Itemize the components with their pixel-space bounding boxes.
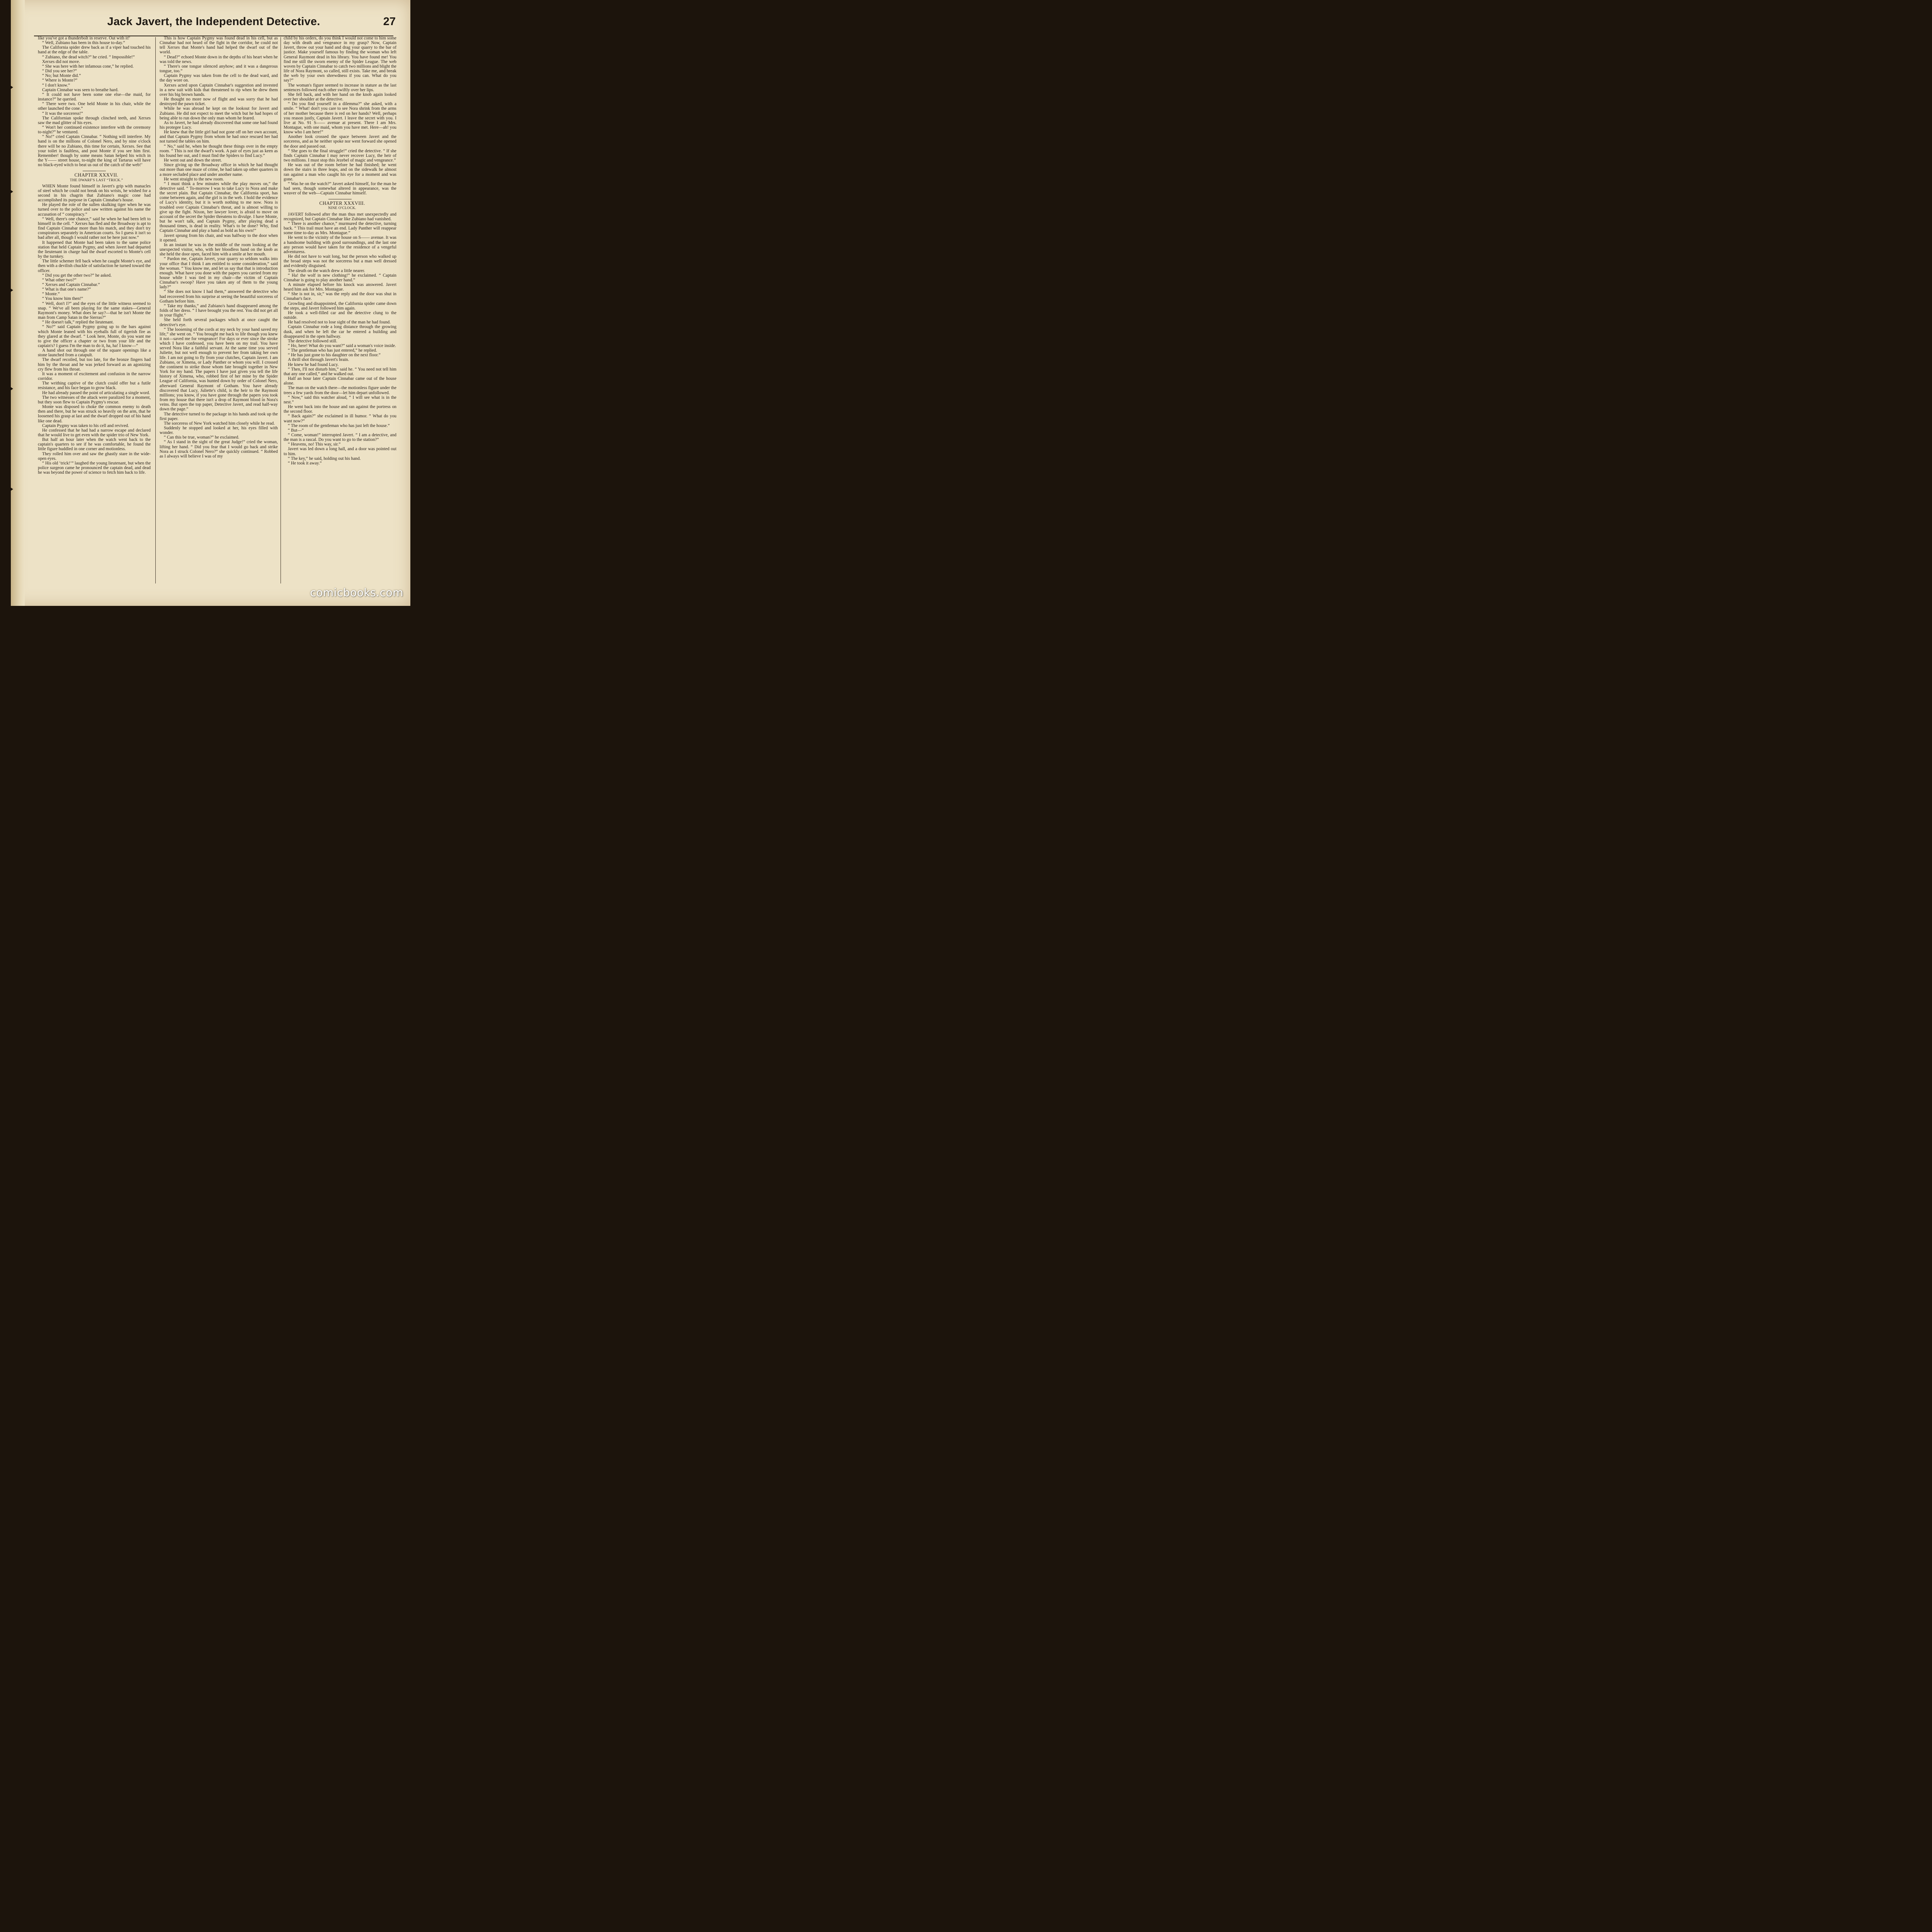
binding-edge	[11, 0, 25, 606]
paragraph: A hand shot out through one of the square openings like a stone launched from a catapult.	[38, 348, 151, 358]
paragraph: “ Well, there's one chance,” said he when he had been left to himself in the cell. “ Xerxes has fled and the Broadway is apt to find Captain Cinnabar more than his match, and they don't try conspirators separately in American courts. So I guess it isn't so bad after all, though I would rather not be here just now.”	[38, 216, 151, 240]
paragraph: “ Xerxes and Captain Cinnabar.”	[42, 282, 100, 287]
paragraph: “ Take my thanks,” and Zubiano's hand disappeared among the folds of her dress. “ I have brought you the rest. You did not get all in your flight.”	[160, 303, 278, 318]
paragraph: “ The gentleman who has just entered,” he replied.	[288, 348, 377, 353]
paragraph: Javert was led down a long hall, and a door was pointed out to him.	[284, 447, 396, 456]
paragraph: Another look crossed the space between Javert and the sorceress, and as he neither spoke nor went forward she opened the door and passed out.	[284, 134, 396, 149]
paragraph: “ She does not know I had them,” answered the detective who had recovered from his surprise at seeing the beautiful sorceress of Gotham before him.	[160, 289, 278, 304]
paragraph: He had already passed the point of articulating a single word.	[42, 390, 150, 395]
paragraph: He knew that the little girl had not gone off on her own account, and that Captain Pygmy from whom he had once rescued her had not turned the tables on him.	[160, 130, 278, 144]
text-column-right	[284, 36, 396, 585]
paragraph: He went out and down the street.	[164, 158, 222, 163]
paragraph: “ I don't know.”	[42, 83, 70, 88]
paragraph: The Californian spoke through clinched teeth, and Xerxes saw the mad glitter of his eyes.	[38, 116, 151, 125]
paragraph: Growling and disappointed, the California spider came down the steps, and Javert followed him again.	[284, 301, 396, 311]
paragraph: Suddenly he stopped and looked at her, his eyes filled with wonder.	[160, 425, 278, 435]
paragraph: He confessed that he had had a narrow escape and declared that he would live to get even with the spider trio of New York.	[38, 428, 151, 437]
paragraph: “ What is that one's name?”	[42, 287, 91, 292]
paragraph: He had resolved not to lose sight of the man he had found.	[288, 320, 391, 325]
paragraph: “ Did you see her?”	[42, 69, 77, 74]
paragraph: “ The room of the gentleman who has just left the house.”	[288, 423, 390, 428]
paragraph: The dwarf recoiled, but too late, for the bronze fingers had him by the throat and he was jerked forward as an agonizing cry flew from his throat.	[38, 357, 151, 372]
paragraph: “ She goes to the final struggle!” cried the detective. “ If she finds Captain Cinnabar I may never recover Lucy, the heir of two millions. I must stop this Jezebel of magic and vengeance.”	[284, 148, 396, 163]
paragraph: child by his orders, do you think I would not come to him some day with death and vengeance in my grasp? Now, Captain Javert, throw out your hand and drag your quarry to the bar of justice. Make yourself famous by finding the woman who left General Raymont dead in his library. You have found me! You find me still the sworn enemy of the Spider League. The web woven by Captain Cinnabar to catch two millions and blight the life of Nora Raymont, so called, still exists. Take me, and break the web by your own shrewdness if you can. What do you say?”	[284, 36, 396, 83]
paragraph: Monte was disposed to choke the common enemy to death then and there, but he was struck so heavily on the arm, that he loosened his grasp at last and the dwarf dropped out of his hand like one dead.	[38, 405, 151, 423]
paragraph: The detective followed still.	[288, 338, 337, 344]
paragraph: She fell back, and with her hand on the knob again looked over her shoulder at the detective.	[284, 92, 396, 102]
paragraph: “ He took it away.”	[288, 461, 322, 466]
paragraph: “ It could not have been some one else—the maid, for instance?” he queried.	[38, 92, 151, 102]
paragraph: The two witnesses of the attack were paralized for a moment, but they soon flew to Captain Pygmy's rescue.	[38, 395, 151, 405]
paragraph: “ I must think a few minutes while the play moves on,” the detective said. “ To-morrow I was to take Lucy to Nora and make the secret plain. But Captain Cinnabar, the California sport, has come between again, and the girl is in the web. I hold the evidence of Lucy's identity, but it is worth nothing to me now. Nora is troubled over Captain Cinnabar's threat, and is almost willing to give up the fight. Nixon, her lawyer lover, is afraid to move on account of the secret the Spider threatens to divulge. I have Monte, but he won't talk, and Captain Pygmy, after playing dead a thousand times, is dead in reality. What's to be done? Why, find Captain Cinnabar and play a hand as bold as his own!”	[160, 181, 278, 233]
paragraph: The writhing captive of the clutch could offer but a futile resistance, and his face began to grow black.	[38, 381, 151, 391]
chapter-subtitle: NINE O'CLOCK.	[328, 206, 356, 211]
paragraph: He took a well-filled car and the detective clung to the outside.	[284, 310, 396, 320]
paragraph: The sleuth on the watch drew a little nearer.	[288, 268, 365, 273]
magazine-page	[11, 0, 410, 606]
paragraph: “ Can this be true, woman?” he exclaimed.	[164, 435, 240, 440]
paragraph: A thrill shot through Javert's brain.	[288, 357, 349, 362]
binding-hole	[11, 487, 13, 492]
paragraph: “ It was the sorceress!”	[42, 111, 83, 116]
paragraph: “ Won't her continued existence interfere with the ceremony to-night?” he ventured.	[38, 125, 151, 135]
paragraph: In an instant he was in the middle of the room looking at the unexpected visitor, who, with her bloodless hand on the knob as she held the door open, faced him with a smile at her mouth.	[160, 242, 278, 257]
paragraph: “ Monte.”	[42, 292, 60, 297]
paragraph: It was a moment of excitement and confusion in the narrow corridor.	[38, 371, 151, 381]
paragraph: “ Heavens, no! This way, sir.”	[288, 442, 341, 447]
paragraph: Captain Pygmy was taken from the cell to the dead ward, and the day wore on.	[160, 73, 278, 83]
paragraph: “ Now,” said this watcher aloud, “ I will see what is in the nest.”	[284, 395, 396, 405]
binding-hole	[11, 189, 13, 194]
paragraph: “ What other two?”	[42, 277, 77, 282]
paragraph: “ The key,” he said, holding out his hand.	[288, 456, 361, 461]
paragraph: It happened that Monte had been taken to the same police station that held Captain Pygmy, and when Javert had departed the lieutenant in charge had the dwarf escorted to Monte's cell by the turnkey.	[38, 240, 151, 259]
paragraph: He went back into the house and ran against the portress on the second floor.	[284, 405, 396, 414]
paragraph: He did not have to wait long, but the person who walked up the broad steps was not the sorceress but a man well dressed and evidently disguised.	[284, 254, 396, 269]
text-column-middle	[160, 36, 278, 585]
paragraph: This is how Captain Pygmy was found dead in his cell, but as Cinnabar had not heard of the fight in the corridor, he could not tell Xerxes that Monte's hand had helped the dwarf out of the world.	[160, 36, 278, 55]
paragraph: “ Well, Zubiano has been in this house to-day.”	[42, 41, 125, 46]
paragraph: The detective turned to the package in his hands and took up the first paper.	[160, 412, 278, 421]
paragraph: “ He has just gone to his daughter on the next floor.”	[288, 353, 381, 358]
paragraph: “ You know him then!”	[42, 296, 83, 301]
paragraph: “ No?” said Captain Pygmy going up to the bars against which Monte leaned with his eyeballs full of tigerish fire as they glared at the dwarf. “ Look here, Monte, do you want me to give the officer a chapter or two from your life and the captain's? I guess I'm the man to do it, ha, ha! I know—”	[38, 325, 151, 348]
paragraph: WHEN Monte found himself in Javert's grip with manacles of steel which he could not break on his wrists, he wished for a second in his chagrin that Zubiano's magic cone had accomplished its purpose in Captain Cinnabar's house.	[38, 184, 151, 203]
paragraph: He was out of the room before he had finished; he went down the stairs in three leaps, and on the sidewalk he almost ran against a man who caught his eye for a moment and was gone.	[284, 163, 396, 182]
paragraph: Xerxes did not move.	[42, 59, 80, 64]
paragraph: “ Do you find yourself in a dilemma?” she asked, with a smile. “ What! don't you care to see Nora shrink from the arms of her mother because there is red on her hands? Well, perhaps you reason justly, Captain Javert. I leave the secret with you. I live at No. 91 S—— avenue at present. There I am Mrs. Montague, with one maid, whom you have met. Here—ah! you know who I am here!”	[284, 102, 396, 135]
chapter-heading: CHAPTER XXXVIII.	[319, 201, 365, 206]
column-rule	[155, 37, 156, 583]
paragraph: Since giving up the Broadway office in which he had thought out more than one maze of crime, he had taken up other quarters in a more secluded place and under another name.	[160, 163, 278, 177]
paragraph: He knew he had found Lucy.	[288, 362, 339, 367]
binding-hole	[11, 386, 13, 391]
paragraph: He played the role of the sullen skulking tiger when he was turned over to the police and saw written against his name the accusation of “ conspiracy.”	[38, 202, 151, 217]
paragraph: He thought no more now of flight and was sorry that he had destroyed the pawn ticket.	[160, 97, 278, 107]
paragraph: “ Dead?” echoed Monte down in the depths of his heart when he was told the news.	[160, 54, 278, 64]
page-header	[34, 13, 396, 36]
paragraph: They rolled him over and saw the ghastly stare in the wide-open eyes.	[38, 451, 151, 461]
paragraph: Captain Cinnabar was seen to breathe hard.	[42, 87, 119, 92]
paragraph: “ Well, don't I?” and the eyes of the little witness seemed to snap. “ We've all been playing for the same stakes—General Raymont's money. What does he say?—that he isn't Monte the man from Camp Satan in the Sierras?”	[38, 301, 151, 320]
paragraph: “ His old ‘trick!’” laughed the young lieutenant, but when the police surgeon came he pronounced the captain dead, and dead he was beyond the power of science to fetch him back to life.	[38, 461, 151, 475]
paragraph: Captain Pygmy was taken to his cell and revived.	[42, 423, 129, 428]
paragraph: The California spider drew back as if a viper had touched his hand at the edge of the table.	[38, 45, 151, 55]
chapter-subtitle: THE DWARF'S LAST “TRICK.”	[70, 178, 123, 182]
paragraph: “ No!” cried Captain Cinnabar. “ Nothing will interfere. My hand is on the millions of Colonel Nero, and by nine o'clock there will be no Zubiano, this time for certain, Xerxes. See that your toilet is faultless, and post Monte if you see him first. Remember! though by some means Satan helped his witch in the Y—— street house, to-night the king of Tartarus will have no black-eyed witch to beat us out of the catch of the web!’	[38, 134, 151, 168]
page-number: 27	[383, 15, 396, 28]
paragraph: “ She was here with her infamous cone,” he replied.	[42, 64, 134, 69]
paragraph: The man on the watch there—the motionless figure under the trees a few yards from the door—let him depart unfollowed.	[284, 386, 396, 395]
paragraph: “ Ha! the wolf in new clothing!” he exclaimed. “ Captain Cinnabar is going to play another hand.”	[284, 273, 396, 282]
paragraph: But half an hour later when the watch went back to the captain's quarters to see if he was comfortable, he found the little figure huddled in one corner and motionless.	[38, 437, 151, 452]
running-title: Jack Javert, the Independent Detective.	[107, 15, 320, 28]
paragraph: “ Then, I'll not disturb him,” said he. “ You need not tell him that any one called,” and he walked out.	[284, 367, 396, 376]
paragraph: Captain Cinnabar rode a long distance through the growing dusk, and when he left the car he entered a building and disappeared in the open hallway.	[284, 325, 396, 339]
paragraph: “ But—”	[288, 428, 304, 433]
chapter-heading: CHAPTER XXXVII.	[74, 172, 119, 178]
paragraph: Javert sprung from his chair, and was halfway to the door when it opened.	[160, 233, 278, 243]
paragraph: He went straight to the new room.	[164, 177, 224, 182]
paragraph: “ As I stand in the sight of the great Judge!” cried the woman, lifting her hand. “ Did you fear that I would go back and strike Nora as I struck Colonel Nero?” she quickly continued. “ Robbed as I always will believe I was of my	[160, 440, 278, 459]
paragraph: “ Zubiano, the dead witch?” he cried. “ Impossible!”	[42, 54, 135, 60]
paragraph: The woman's figure seemed to increase in stature as the last sentences followed each other swiftly over her lips.	[284, 83, 396, 92]
paragraph: Xerxes acted upon Captain Cinnabar's suggestion and invested in a new suit with kids that threatened to rip when he drew them over his big brown hands.	[160, 83, 278, 97]
paragraph: “ He doesn't talk,” replied the lieutenant.	[42, 320, 114, 325]
paragraph: “ The loosening of the cords at my neck by your hand saved my life,” she went on. “ You brought me back to life though you knew it not—saved me for vengeance! For days or ever since the stroke which I have confessed, you have been on my trail. You have served Nora like a faithful servant. At the same time you served Juliette, but not well enough to prevent her from taking her own life. I am not going to fly from your clutches, Captain Javert. I am Zubiano, or Ximena, or Lady Panther or whom you will. I crossed the continent to strike those whom fate brought together in New York for my hand. The papers I have just given you tell the life history of Ximena, who, robbed first of her mine by the Spider League of California, was hunted down by order of Colonel Nero, afterward General Raymont of Gotham. You have already discovered that Lucy, Juliette's child, is the heir to the Raymont millions; you know, if you have gone through the papers you took from my house that there isn't a drop of Raymont blood in Nora's veins. But open the top paper, Detective Javert, and read half-way down the page.”	[160, 327, 278, 412]
paragraph: like you've got a thunderbolt in reserve. Out with it!'	[38, 36, 130, 41]
paragraph: “ Pardon me, Captain Javert, your quarry so seldom walks into your office that I think I am entitled to some consideration,” said the woman. “ You know me, and let us say that that is introduction enough. What have you done with the papers you carried from my house while I was tied in my chair—the victim of Captain Cinnabar's swoop? Have you taken any of them to the young lady?”	[160, 257, 278, 290]
paragraph: “ There is another chance,” murmured the detective, turning back. “ This trail must have an end. Lady Panther will reappear some time to-day as Mrs. Montague.”	[284, 221, 396, 236]
paragraph: “ She is not in, sir,” was the reply and the door was shut in Cinnabar's face.	[284, 292, 396, 301]
paragraph: “ Was he on the watch?” Javert asked himself, for the man he had seen, though somewhat altered in appearance, was the weaver of the web—Captain Cinnabar himself.	[284, 181, 396, 196]
paragraph: “ Where is Monte?”	[42, 78, 78, 83]
text-column-left	[38, 36, 151, 585]
paragraph: JAVERT followed after the man thus met unexpectedly and recognized, but Captain Cinnabar like Zubiano had vanished.	[284, 212, 396, 221]
paragraph: The sorceress of New York watched him closely while he read.	[164, 421, 275, 426]
paragraph: “ No,” said he, when he thought these things over in the empty room. “ This is not the dwarf's work. A pair of eyes just as keen as his found her out, and I must find the Spiders to find Lucy.”	[160, 144, 278, 158]
binding-hole	[11, 85, 13, 90]
paragraph: “ Come, woman!” interrupted Javert. “ I am a detective, and the man is a rascal. Do you want to go to the station?”	[284, 432, 396, 442]
paragraph: The little schemer fell back when he caught Monte's eye, and then with a devilish chuckle of satisfaction he turned toward the officer.	[38, 259, 151, 273]
paragraph: While he was abroad he kept on the lookout for Javert and Zubiano. He did not expect to meet the witch but he had hopes of being able to run down the only man whom he feared.	[160, 106, 278, 121]
paragraph: “ There's one tongue silenced anyhow; and it was a dangerous tongue, too.”	[160, 64, 278, 74]
paragraph: She held forth several packages which at once caught the detective's eye.	[160, 318, 278, 327]
paragraph: A minute elapsed before his knock was answered. Javert heard him ask for Mrs. Montague.	[284, 282, 396, 292]
paragraph: “ There were two. One held Monte in his chair, while the other launched the cone.”	[38, 102, 151, 111]
binding-hole	[11, 288, 13, 293]
paragraph: “ Back again?” she exclaimed in ill humor. “ What do you want now?”	[284, 414, 396, 423]
paragraph: He went to the vicinity of the house on S—— avenue. It was a handsome building with good surroundings, and the last one any person would have taken for the residence of a vengeful adventuress.	[284, 235, 396, 254]
paragraph: “ Ho, here! What do you want?” said a woman's voice inside.	[288, 344, 396, 348]
watermark: comicbooks.com	[310, 586, 403, 599]
paragraph: “ Did you get the other two?” he asked.	[42, 273, 112, 278]
paragraph: Half an hour later Captain Cinnabar came out of the house alone.	[284, 376, 396, 386]
paragraph: As to Javert, he had already discovered that some one had found his protegee Lucy.	[160, 120, 278, 130]
paragraph: “ No; but Monte did.”	[42, 73, 81, 78]
